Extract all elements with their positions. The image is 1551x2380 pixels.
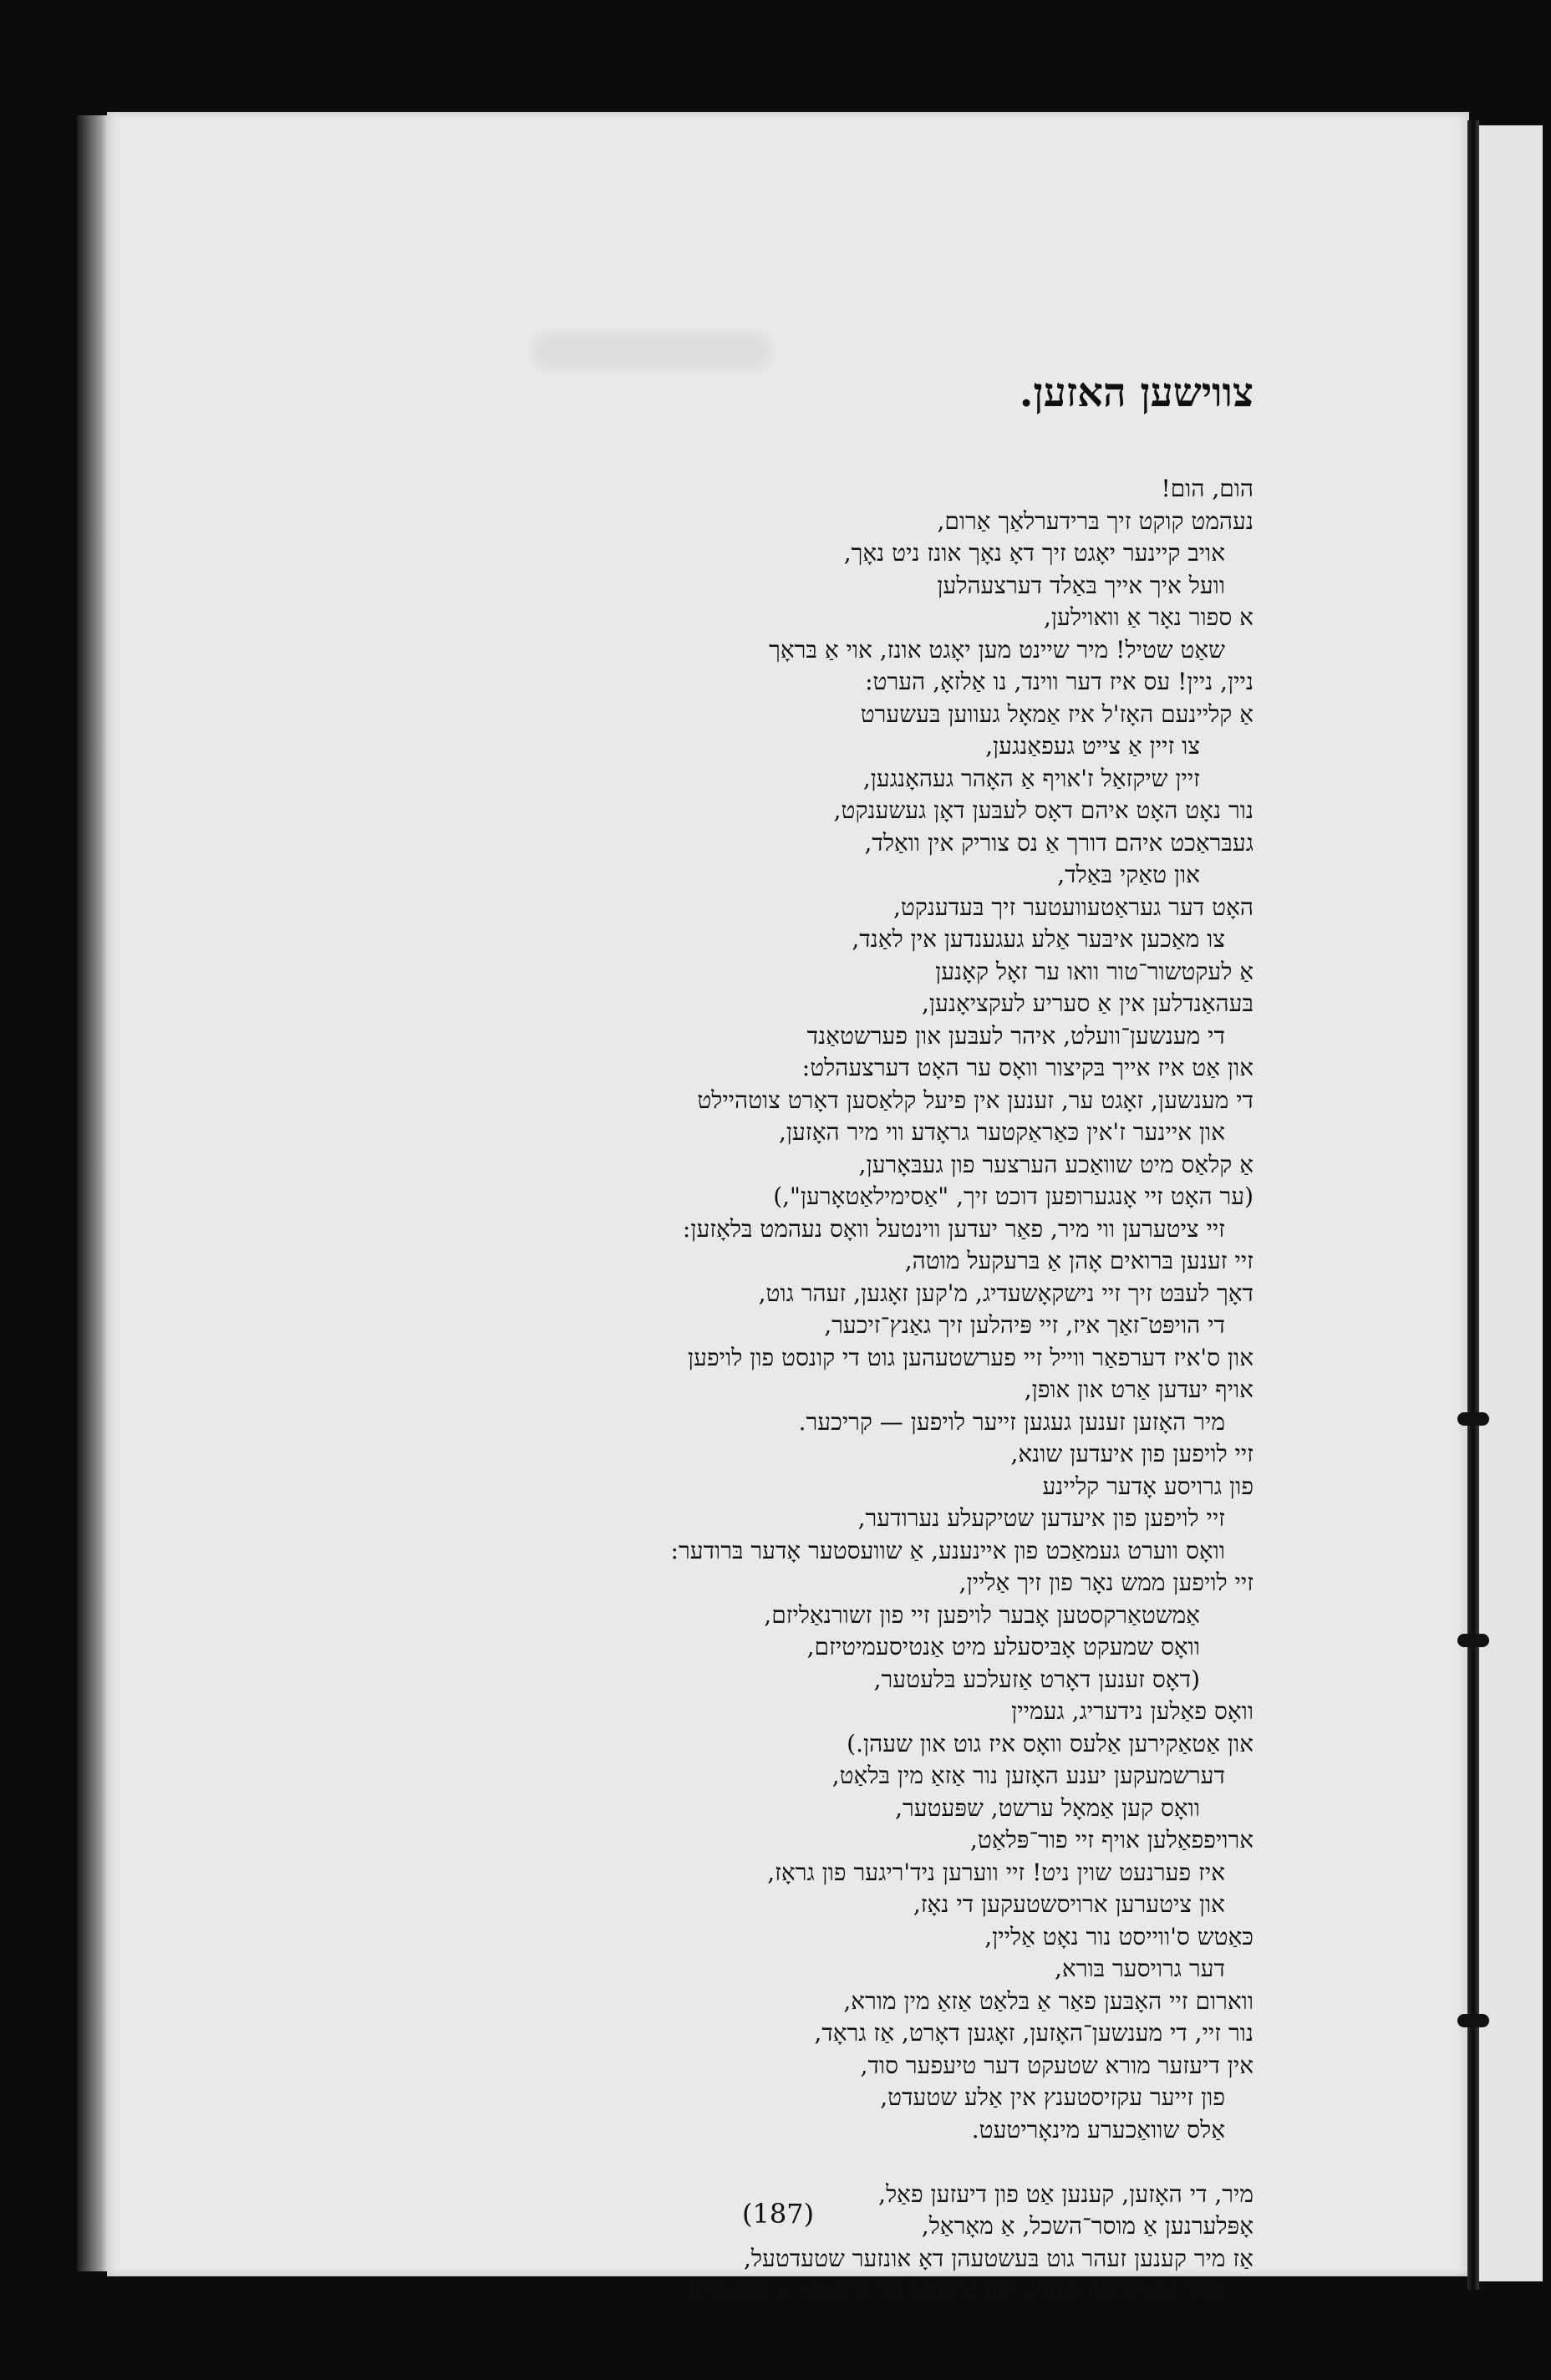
poem-line: פון זייער עקזיסטענץ אין אַלע שטעדט, — [880, 2083, 1225, 2111]
poem-line: אַמשטאַרקסטען אָבער לויפען זיי פון זשורנאַליזם, — [764, 1600, 1200, 1629]
poem-line: דער גרויסער בּורא, — [1054, 1955, 1225, 1982]
bleed-through-text — [535, 334, 769, 368]
poem-line: און טאַקי בּאַלד, — [1057, 861, 1200, 888]
poem-line: געבּראַכט איהם דורך אַ נס צוריק אין וואַלד, — [864, 828, 1254, 857]
poem-line: וואָס קען אַמאָל ערשט, שפּעטער, — [895, 1793, 1200, 1822]
poem-line: אין דיעזער מורא שטעקט דער טיעפער סוד, — [860, 2051, 1254, 2079]
poem-line: אַ לעקטשור־טור וואו ער זאָל קאָנען — [935, 957, 1254, 985]
poem-line: א ספור נאָר אַ וואוילען, — [1043, 603, 1254, 631]
poem-line: אַ קליינעם האָז'ל איז אַמאָל געווען בּעשערט — [860, 699, 1254, 728]
poem-line: די מענשען־וועלט, איהר לעבּען און פערשטאַנד — [806, 1021, 1225, 1050]
poem-line: אויב קיינער יאָגט זיך דאָ נאָך אונז ניט נאָך, — [843, 539, 1225, 567]
poem-line: ארויפפאַלען אויף זיי פור־פּלאַט, — [970, 1826, 1254, 1854]
poem-line: זיי ציטערען ווי מיר, פאַר יעדען ווינטעל וואָס נעהמט בּלאָזען: — [682, 1214, 1225, 1243]
spine-binding-mark — [1457, 2014, 1489, 2027]
poem-line: נור נאָט האָט איהם דאָס לעבּען דאָן געשענקט, — [833, 796, 1254, 824]
poem-line: פון גרויסע אָדער קליינע — [1042, 1472, 1254, 1500]
poem-line: זיי לויפען ממש נאָר פון זיך אַליין, — [959, 1569, 1254, 1596]
poem-line: כּאַטש ס'ווייסט נור נאָט אַליין, — [984, 1922, 1254, 1950]
poem-line: זיי לויפען פון איעדען שונא, — [1010, 1440, 1254, 1467]
poem-line: נור זיי, די מענשען־האָזען, זאָגען דאָרט, אַז גראָד, — [814, 2019, 1254, 2047]
poem-line: און איינער ז'אין כּאַראַקטער גראָדע ווי מיר האָזען, — [779, 1118, 1225, 1146]
adjacent-page-edge — [1476, 125, 1543, 2281]
poem-line: אַ קלאַס מיט שוואַכע הערצער פון געבּאָרען, — [858, 1150, 1254, 1178]
poem-line: בּעהאַנדלען אין אַ סעריע לעקציאָנען, — [921, 989, 1254, 1017]
poem-line: דערשמעקען יענע האָזען נור אַזאַ מין בּלאַט, — [831, 1762, 1225, 1789]
poem-line: אויף יעדען אַרט און אופן, — [1024, 1376, 1254, 1403]
poem-title: צווישען האזען. — [1019, 369, 1254, 416]
poem-line: צו מאַכען איבּער אַלע געגענדען אין לאַנד, — [852, 925, 1225, 953]
poem-line: וואָס שמעקט אָבּיסעלע מיט אַנטיסעמיטיזם, — [806, 1633, 1200, 1660]
book-spine — [1467, 120, 1479, 2290]
poem-line: אַז מיר קענען זעהר גוט בּעשטעהן דאָ אונזער שטעדטעל, — [744, 2244, 1254, 2272]
poem-lines — [318, 473, 1254, 2307]
poem-line: די מענשען, זאָגט ער, זענען אין פיעל קלאַסען דאָרט צוטהיילט — [697, 1086, 1254, 1114]
poem-line — [318, 2146, 1254, 2179]
poem-line: מיר האָזען זענען געגען זייער לויפען — קריכער. — [798, 1407, 1225, 1436]
poem-line: די הויפּט־זאַך איז, זיי פּיהלען זיך גאַנץ־זיכער, — [824, 1311, 1225, 1339]
spine-binding-mark — [1457, 1634, 1489, 1647]
poem-line: אָפּלערנען אַ מוסר־השכל, אַ מאָראַל, — [921, 2212, 1254, 2240]
poem-line: נעהמט קוקט זיך בּרידערלאַך אַרום, — [937, 506, 1254, 535]
spine-binding-mark — [1457, 1412, 1489, 1426]
poem-line: הום, הום! — [1161, 475, 1254, 502]
poem-line: צו זיין אַ צייט געפאַנגען, — [985, 732, 1200, 760]
poem-line: און ציטערען ארויסשטעקען די נאָז, — [913, 1890, 1225, 1918]
poem-line: זיי זענען בּרואים אָהן אַ בּרעקעל מוטה, — [904, 1247, 1254, 1274]
poem-line: זיי לויפען פון איעדען שטיקעלע נערודער, — [857, 1504, 1225, 1532]
poem-line: איז פערנעט שוין ניט! זיי ווערען ניד'ריגער פון גראָז, — [767, 1858, 1225, 1886]
poem-line: וואָס פאַלען נידעריג, געמיין — [1011, 1697, 1254, 1725]
poem-line: (ער האָט זיי אָנגערופען דוכט זיך, "אַסימילאַטאָרען",) — [773, 1182, 1254, 1210]
poem-line: ווארום זיי האָבּען פאַר אַ בּלאַט אַזאַ מין מורא, — [843, 1986, 1254, 2015]
poem-line: מיר, די האָזען, קענען אַט פון דיעזען פאַל, — [878, 2179, 1254, 2208]
poem-line: דורך אַנטלויפען שנעל, ווען מ'זעהט נור ס'פּאַלט אַ בּלעטעל! — [687, 2276, 1225, 2304]
poem-line: שאַט שטיל! מיר שיינט מען יאָגט אונז, אוי אַ בּראָך — [769, 635, 1225, 664]
poem-line: אַלס שוואַכערע מינאָריטעט. — [971, 2115, 1225, 2144]
poem-line: וועל איך אייך בּאַלד דערצעהלען — [937, 571, 1225, 599]
poem-text-block — [318, 368, 1254, 2307]
poem-line: ניין, ניין! עס איז דער ווינד, נו אַלזאָ, הערט: — [865, 668, 1254, 695]
poem-line: האָט דער געראַטעוועטער זיך בּעדענקט, — [892, 892, 1254, 921]
book-edge-shadow — [77, 115, 107, 2271]
poem-line: וואָס ווערט געמאַכט פון איינענע, אַ שוועסטער אָדער בּרודער: — [670, 1536, 1225, 1564]
poem-line: און אַט איז אייך בּקיצור וואָס ער האָט דערצעהלט: — [801, 1054, 1254, 1081]
poem-line: און אַטאַקירען אַלעס וואָס איז גוט און שעהן.) — [847, 1729, 1254, 1757]
poem-line: (דאָס זענען דאָרט אַזעלכע בּלעטער, — [873, 1665, 1200, 1693]
poem-line: דאָך לעבּט זיך זיי נישקאָשעדיג, מ'קען זאָגען, זעהר גוט, — [758, 1279, 1254, 1307]
poem-line: זיין שיקזאַל ז'אויף אַ האָהר געהאָנגען, — [862, 764, 1200, 792]
page-number: (187) — [742, 2198, 815, 2230]
poem-line: און ס'איז דערפאַר ווייל זיי פערשטעהען גוט די קונסט פון לויפען — [688, 1343, 1254, 1371]
